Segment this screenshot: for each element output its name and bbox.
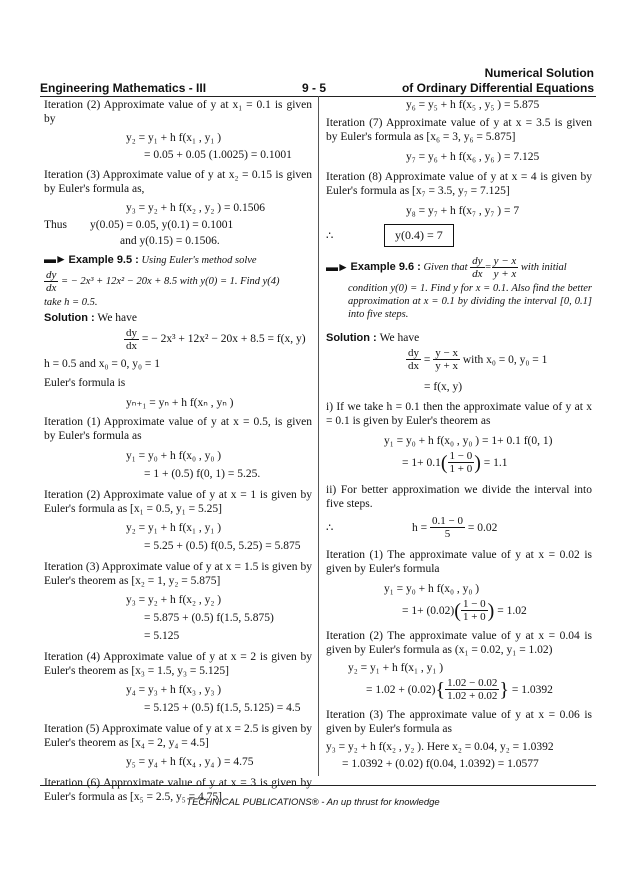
- r-iteration-3-text: Iteration (3) The approximate value of y at x = 0.06 is given by Euler's formula as: [326, 709, 592, 735]
- frac-den: y + x: [435, 360, 458, 372]
- l-iteration-4-eq2: = 5.125 + (0.5) f(1.5, 5.125) = 4.5: [144, 702, 301, 714]
- r-iteration-2-eq2: [366, 677, 592, 702]
- r-iteration-2-text: Iteration (2) The approximate value of y at x = 0.04 is given by Euler's formula as (x₁ = 0.02, y₁ = 1.02): [326, 630, 592, 656]
- example-9-6-statement: condition y(0) = 1. Find y for x = 0.1. Also find the better approximation at x = 0.1 by dividing the interval [0, 0.1] into five steps.: [348, 283, 592, 320]
- part-i-eq2: [402, 450, 592, 475]
- example-9-5-label: Example 9.5 :: [68, 254, 139, 266]
- example-9-6-tail1: with initial: [520, 262, 567, 273]
- frac-num: 0.1 − 0: [432, 515, 463, 527]
- chapter-title-line1: Numerical Solution: [484, 66, 594, 80]
- thus-label: Thus: [44, 219, 67, 231]
- r-iteration-1-post: = 1.02: [497, 604, 527, 617]
- frac-den: 5: [444, 528, 451, 540]
- left-paren: (: [454, 599, 461, 622]
- frac-num: dy: [408, 347, 419, 359]
- solution-2-equation: $\frac{dy}{dx}$ = $\frac{y - x}{y + x}$ with x₀ = 0, y₀ = 1: [408, 347, 548, 372]
- frac-num: dy: [126, 327, 137, 339]
- l-iteration-1-text: Iteration (1) Approximate value of y at x = 0.5, is given by Euler's formula as: [44, 416, 312, 442]
- frac-den: dx: [472, 268, 483, 280]
- thus-eq2: and y(0.15) = 0.1506.: [120, 235, 220, 247]
- part-i-eq1: y₁ = y₀ + h f(x₀ , y₀ ) = 1+ 0.1 f(0, 1): [384, 435, 553, 447]
- example-9-5-step: take h = 0.5.: [44, 297, 98, 308]
- l-iteration-4-text: Iteration (4) Approximate value of y at x = 2 is given by Euler's theorem as [x₃ = 1.5, y₃ = 5.125]: [44, 651, 312, 677]
- r-iteration-1-text: Iteration (1) The approximate value of y at x = 0.02 is given by Euler's formula: [326, 549, 592, 575]
- r-iteration-2-eq1: y₂ = y₁ + h f(x₁ , y₁ ): [348, 662, 444, 674]
- r-iteration-3-eq2: = 1.0392 + (0.02) f(0.04, 1.0392) = 1.0577: [342, 758, 539, 770]
- running-title: Engineering Mathematics - III: [40, 81, 207, 95]
- euler-formula: yₙ₊₁ = yₙ + h f(xₙ , yₙ ): [126, 397, 234, 409]
- rhs-fraction: [492, 255, 519, 280]
- frac-num: 1 − 0: [449, 450, 473, 462]
- part-i-text: i) If we take h = 0.1 then the approximate value of y at x = 0.1 is given by Euler's theorem as: [326, 401, 592, 427]
- dy-dx-fraction: [44, 269, 58, 294]
- frac-num: dy: [472, 255, 483, 267]
- result-row: [326, 224, 592, 247]
- frac-den: 1 + 0: [462, 611, 486, 623]
- l-iteration-4-eq1: y₄ = y₃ + h f(x₃ , y₃ ): [126, 684, 222, 696]
- step-h-post: = 0.02: [467, 521, 498, 534]
- iteration-2-eq1: y₂ = y₁ + h f(x₁ , y₁ ): [126, 132, 222, 144]
- frac-num: 1 − 0: [462, 598, 486, 610]
- example-9-6-label: Example 9.6 :: [350, 261, 421, 273]
- dy-dx-fraction: [406, 347, 421, 372]
- l-iteration-2-eq1: y₂ = y₁ + h f(x₁ , y₁ ): [126, 522, 222, 534]
- r-iteration-1-eq2: [402, 598, 592, 623]
- example-9-5-equation: [44, 269, 312, 294]
- boxed-result: y(0.4) = 7: [384, 224, 454, 247]
- iteration-7-eq: y₇ = y₆ + h f(x₆ , y₆ ) = 7.125: [406, 151, 540, 163]
- iteration-8-text: Iteration (8) Approximate value of y at x = 4 is given by Euler's formula as [x₇ = 3.5, y₇ = 7.125]: [326, 171, 592, 197]
- frac-num: dy: [46, 269, 57, 281]
- l-iteration-2-text: Iteration (2) Approximate value of y at x = 1 is given by Euler's formula as [x₁ = 0.5, y₁ = 5.25]: [44, 489, 312, 515]
- frac-num: y − x: [493, 255, 517, 267]
- part-ii-text: ii) For better approximation we divide the interval into five steps.: [326, 484, 592, 510]
- thus-eq1: y(0.05) = 0.05, y(0.1) = 0.1001: [90, 219, 234, 231]
- l-iteration-2-eq2: = 5.25 + (0.5) f(0.5, 5.25) = 5.875: [144, 540, 301, 552]
- arrow-icon: ▬►: [326, 260, 348, 274]
- example-9-6: ▬► Example 9.6 : Given that $\frac{dy}{dx}$ = $\frac{y - x}{y + x}$ with initial: [326, 255, 567, 280]
- frac-den: dx: [408, 360, 419, 372]
- solution-text: We have: [379, 332, 420, 344]
- footer-text: TECHNICAL PUBLICATIONS® - An up thrust for knowledge: [186, 797, 440, 808]
- part-i-fraction: [448, 450, 475, 475]
- step-size-line: h = 0.5 and x₀ = 0, y₀ = 1: [44, 358, 160, 370]
- solution-text: We have: [97, 312, 138, 324]
- solution-equation: [124, 327, 312, 352]
- l-iteration-3-text: Iteration (3) Approximate value of y at x = 1.5 is given by Euler's theorem as [x₂ = 1, y₂ = 5.875]: [44, 561, 312, 587]
- solution-2-row: [326, 331, 592, 345]
- iteration-3-eq1: y₃ = y₂ + h f(x₂ , y₂ ) = 0.1506: [126, 202, 265, 214]
- right-paren: ): [487, 599, 495, 622]
- part-i-eq2-post: = 1.1: [483, 456, 508, 469]
- example-9-5: [44, 253, 312, 267]
- solution-2-tail: with x₀ = 0, y₀ = 1: [462, 353, 548, 366]
- r-iteration-2-post: = 1.0392: [511, 683, 553, 696]
- example-9-5-rhs: = − 2x³ + 12x² − 20x + 8.5 with y(0) = 1. Find y(4): [61, 275, 280, 287]
- left-paren: (: [440, 451, 448, 474]
- frac-den: 1 + 0: [449, 463, 473, 475]
- arrow-icon: ▬►: [44, 252, 66, 266]
- l-iteration-1-eq2: = 1 + (0.5) f(0, 1) = 5.25.: [144, 468, 261, 480]
- iteration-8-eq: y₈ = y₇ + h f(x₇ , y₇ ) = 7: [406, 205, 520, 217]
- iteration-7-text: Iteration (7) Approximate value of y at x = 3.5 is given by Euler's formula as [x₆ = 3, y₆ = 5.875]: [326, 117, 592, 143]
- iteration-2-text: Iteration (2) Approximate value of y at x₁ = 0.1 is given by: [44, 99, 312, 125]
- step-h-lhs: h =: [412, 521, 428, 534]
- step-h-fraction: [430, 515, 465, 540]
- frac-den: dx: [126, 340, 137, 352]
- r-iteration-2-pre: = 1.02 + (0.02): [366, 683, 436, 696]
- l-iteration-3-eq1: y₃ = y₂ + h f(x₂ , y₂ ): [126, 594, 222, 606]
- dy-dx-fraction: [124, 327, 139, 352]
- l-iteration-1-eq1: y₁ = y₀ + h f(x₀ , y₀ ): [126, 450, 222, 462]
- solution-label: Solution :: [326, 332, 377, 344]
- part-i-eq2-pre: = 1+ 0.1: [402, 456, 441, 469]
- iteration-3-text: Iteration (3) Approximate value of y at x₂ = 0.15 is given by Euler's formula as,: [44, 169, 312, 195]
- thus-block: [44, 218, 312, 232]
- right-column: [326, 98, 592, 771]
- right-paren: ): [474, 451, 481, 474]
- left-column: [44, 98, 312, 804]
- r-iteration-1-pre: = 1+ (0.02): [402, 604, 455, 617]
- frac-den: dx: [46, 282, 57, 294]
- frac-den: 1.02 + 0.02: [447, 690, 498, 702]
- column-divider: [318, 96, 319, 776]
- solution-2-fxy: = f(x, y): [424, 381, 463, 393]
- r-iteration-1-fraction: [461, 598, 488, 623]
- example-9-6-given: Given that: [423, 262, 468, 273]
- r-iteration-3-eq1: y₃ = y₂ + h f(x₂ , y₂ ). Here x₂ = 0.04, y₂ = 1.0392: [326, 741, 554, 753]
- l-iteration-6-text: Iteration (6) Approximate value of y at x = 3 is given by Euler's formula as [x₅ = 2.5, y₅ = 4.75]: [44, 777, 312, 803]
- frac-num: y − x: [435, 347, 458, 359]
- footer-rule: [40, 785, 596, 786]
- rhs-fraction: [433, 347, 460, 372]
- therefore-symbol: ∴: [326, 521, 334, 534]
- r-iteration-2-fraction: [445, 677, 499, 702]
- r-iteration-1-eq1: y₁ = y₀ + h f(x₀ , y₀ ): [384, 583, 480, 595]
- step-h-equation: [326, 515, 592, 540]
- l-iteration-5-eq1: y₅ = y₄ + h f(x₄ , y₄ ) = 4.75: [126, 756, 254, 768]
- example-9-5-lead: Using Euler's method solve: [141, 255, 257, 266]
- chapter-title-line2: of Ordinary Differential Equations: [401, 81, 594, 95]
- left-brace: {: [435, 678, 446, 701]
- l-iteration-5-text: Iteration (5) Approximate value of y at x = 2.5 is given by Euler's theorem as [x₄ = 2, y₄ = 4.5]: [44, 723, 312, 749]
- l-iteration-3-eq3: = 5.125: [144, 630, 180, 642]
- l-iteration-3-eq2: = 5.875 + (0.5) f(1.5, 5.875): [144, 612, 274, 624]
- iteration-2-eq2: = 0.05 + 0.05 (1.0025) = 0.1001: [144, 149, 292, 161]
- euler-formula-label: Euler's formula is: [44, 377, 126, 389]
- right-brace: }: [499, 678, 509, 701]
- y6-equation: y₆ = y₅ + h f(x₅ , y₅ ) = 5.875: [406, 99, 540, 111]
- solution-rhs: = − 2x³ + 12x² − 20x + 8.5 = f(x, y): [141, 333, 306, 346]
- solution-label: Solution :: [44, 312, 95, 324]
- dy-dx-fraction: [470, 255, 484, 280]
- frac-num: 1.02 − 0.02: [447, 677, 498, 689]
- page-number: 9 - 5: [302, 81, 327, 95]
- therefore-symbol: ∴: [326, 229, 334, 242]
- frac-den: y + x: [493, 268, 517, 280]
